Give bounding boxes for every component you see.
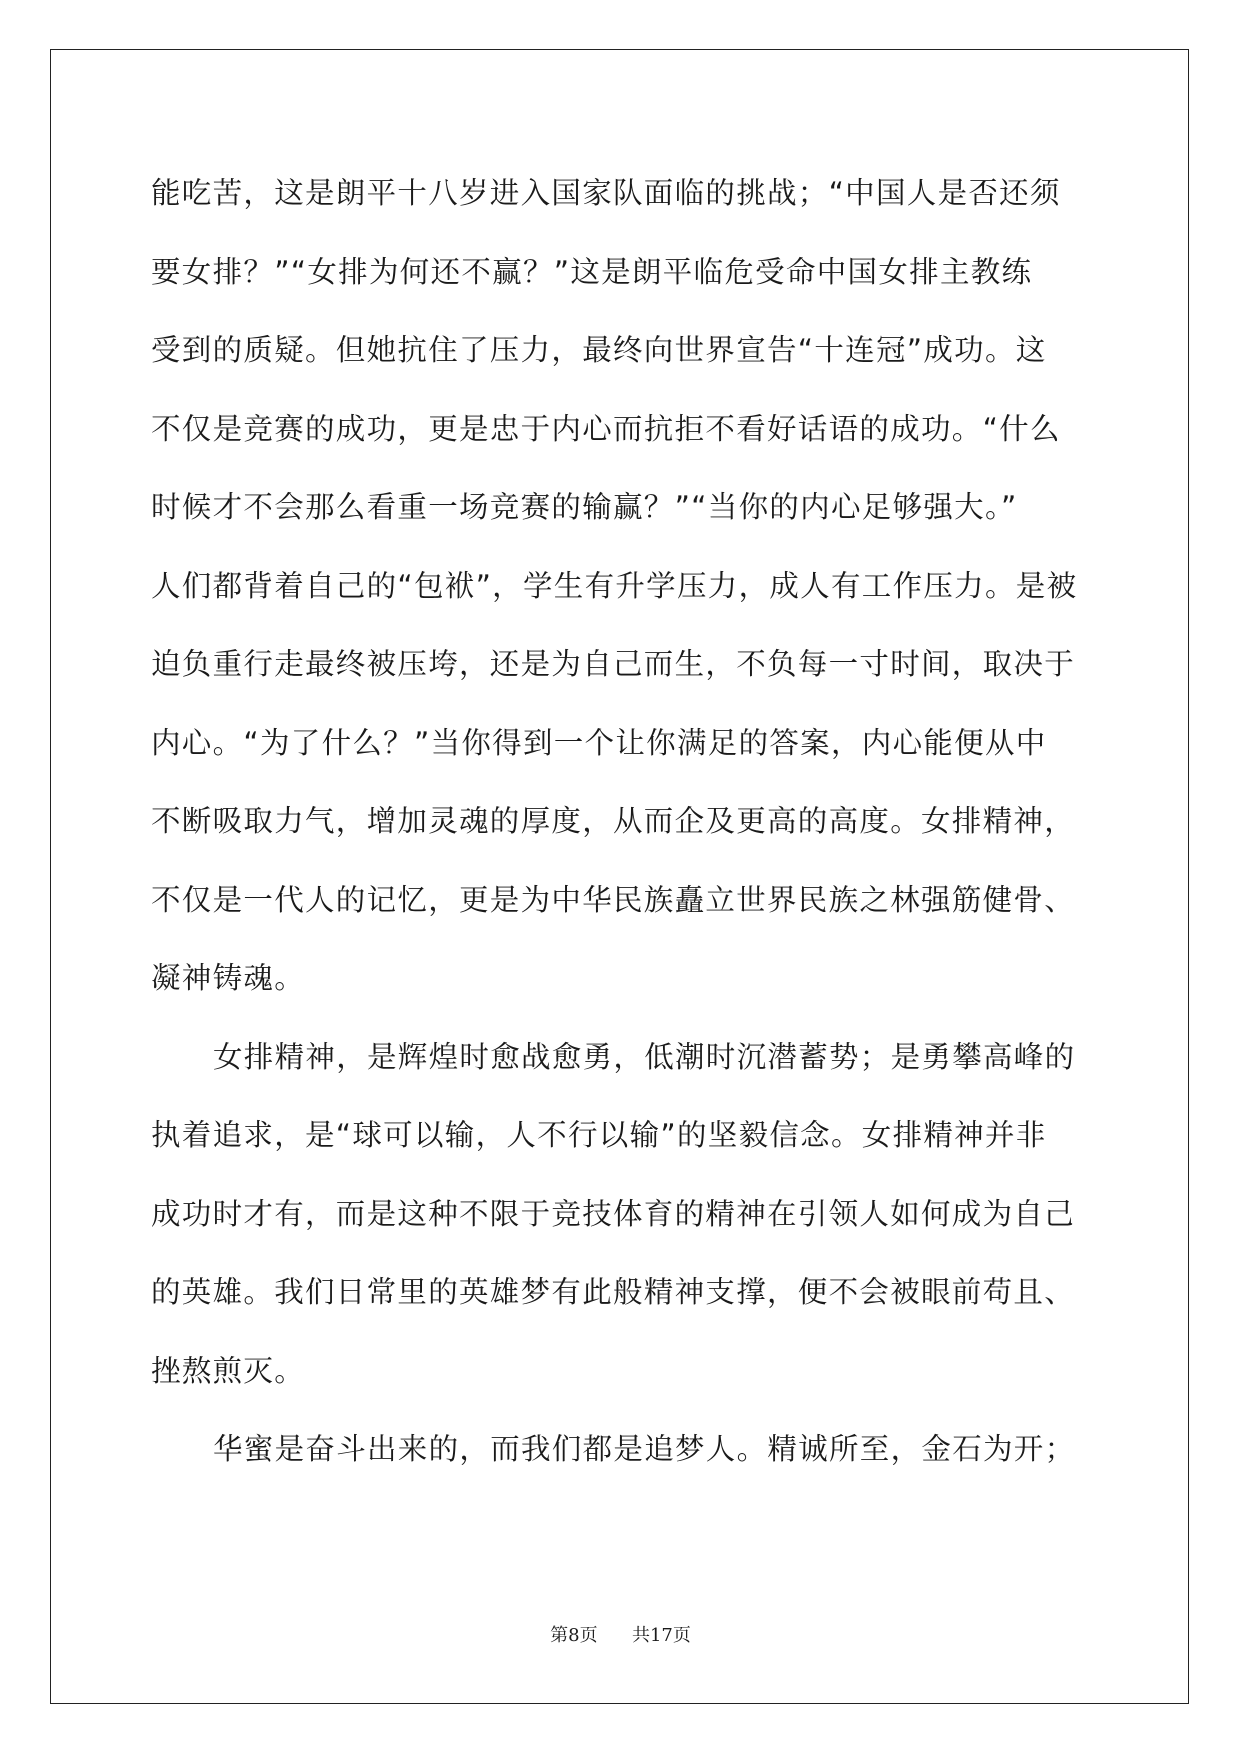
text-line: 受到的质疑。但她抗住了压力，最终向世界宣告“十连冠”成功。这 xyxy=(151,333,1047,367)
document-body xyxy=(151,154,1091,1489)
text-line: 能吃苦，这是朗平十八岁进入国家队面临的挑战；“中国人是否还须 xyxy=(151,176,1061,210)
text-line: 凝神铸魂。 xyxy=(151,961,306,995)
text-line: 执着追求，是“球可以输，人不行以输”的坚毅信念。女排精神并非 xyxy=(151,1118,1047,1152)
text-line: 迫负重行走最终被压垮，还是为自己而生，不负每一寸时间，取决于 xyxy=(151,647,1076,681)
page-number: 第8页 xyxy=(550,1625,598,1646)
text-line: 不仅是竞赛的成功，更是忠于内心而抗拒不看好话语的成功。“什么 xyxy=(151,411,1061,446)
total-pages: 共17页 xyxy=(631,1625,691,1646)
text-line: 要女排？”“女排为何还不赢？”这是朗平临危受命中国女排主教练 xyxy=(151,254,1033,289)
text-line: 不仅是一代人的记忆，更是为中华民族矗立世界民族之林强筋健骨、 xyxy=(151,882,1076,917)
text-line: 人们都背着自己的“包袱”，学生有升学压力，成人有工作压力。是被 xyxy=(151,568,1078,603)
text-line: 女排精神，是辉煌时愈战愈勇，低潮时沉潜蓄势；是勇攀高峰的 xyxy=(213,1039,1076,1074)
page-footer xyxy=(0,1621,1241,1647)
text-line: 时候才不会那么看重一场竞赛的输赢？”“当你的内心足够强大。” xyxy=(151,490,1018,524)
text-line: 不断吸取力气，增加灵魂的厚度，从而企及更高的高度。女排精神， xyxy=(151,804,1076,838)
text-line: 的英雄。我们日常里的英雄梦有此般精神支撑，便不会被眼前苟且、 xyxy=(151,1275,1076,1309)
text-line: 内心。“为了什么？”当你得到一个让你满足的答案，内心能便从中 xyxy=(151,725,1047,760)
text-line: 华蜜是奋斗出来的，而我们都是追梦人。精诚所至，金石为开； xyxy=(213,1432,1076,1466)
text-line: 挫熬煎灭。 xyxy=(151,1353,306,1388)
text-line: 成功时才有，而是这种不限于竞技体育的精神在引领人如何成为自己 xyxy=(151,1196,1076,1231)
